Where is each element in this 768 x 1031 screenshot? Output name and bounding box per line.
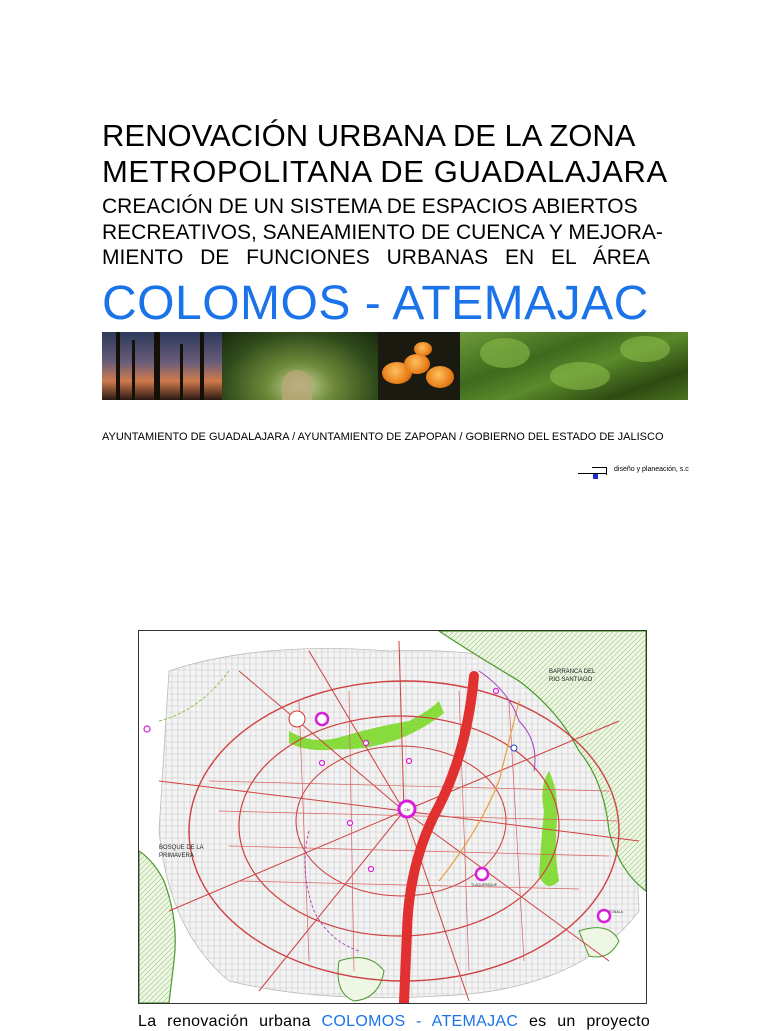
intro-paragraph xyxy=(138,1013,651,1031)
label-barranca-2: RIO SANTIAGO xyxy=(549,677,593,683)
title-line-2: METROPOLITANA DE GUADALAJARA xyxy=(102,154,668,189)
subtitle-line-2: RECREATIVOS, SANEAMIENTO DE CUENCA Y MEJORA- xyxy=(102,221,663,244)
center-marker-2 xyxy=(316,713,328,725)
studio-credit xyxy=(578,463,698,483)
label-tlaquepaque: TLAQUEPAQUE xyxy=(471,883,497,887)
label-bosque-1: BOSQUE DE LA xyxy=(159,845,204,851)
authorities-line: AYUNTAMIENTO DE GUADALAJARA / AYUNTAMIENTO DE ZAPOPAN / GOBIERNO DEL ESTADO DE JALISCO xyxy=(102,431,664,443)
label-bosque-2: PRIMAVERA xyxy=(159,853,194,859)
photo-pine-sunset xyxy=(102,332,222,400)
subtitle-line-3: MIENTO DE FUNCIONES URBANAS EN EL ÁREA xyxy=(102,246,650,269)
intro-project-highlight: COLOMOS - ATEMAJAC xyxy=(321,1013,519,1030)
photo-forest-path xyxy=(222,332,378,400)
metropolitan-map xyxy=(138,630,647,1004)
title-line-1: RENOVACIÓN URBANA DE LA ZONA xyxy=(102,118,636,153)
center-marker-3 xyxy=(476,868,488,880)
project-name: COLOMOS - ATEMAJAC xyxy=(102,277,649,330)
studio-name: diseño y planeación, s.c xyxy=(614,466,689,473)
photo-green-canopy xyxy=(460,332,688,400)
center-marker-1 xyxy=(399,801,415,817)
svg-text:CM: CM xyxy=(404,808,410,812)
photo-banner xyxy=(102,332,688,400)
subtitle-line-1: CREACIÓN DE UN SISTEMA DE ESPACIOS ABIERTOS xyxy=(102,195,638,218)
label-barranca-1: BARRANCA DEL xyxy=(549,669,596,675)
intro-prefix: La renovación urbana xyxy=(138,1013,311,1030)
photo-mushrooms xyxy=(378,332,460,400)
label-tonala: TONALA xyxy=(609,910,623,914)
intro-suffix: es un proyecto xyxy=(528,1013,651,1030)
